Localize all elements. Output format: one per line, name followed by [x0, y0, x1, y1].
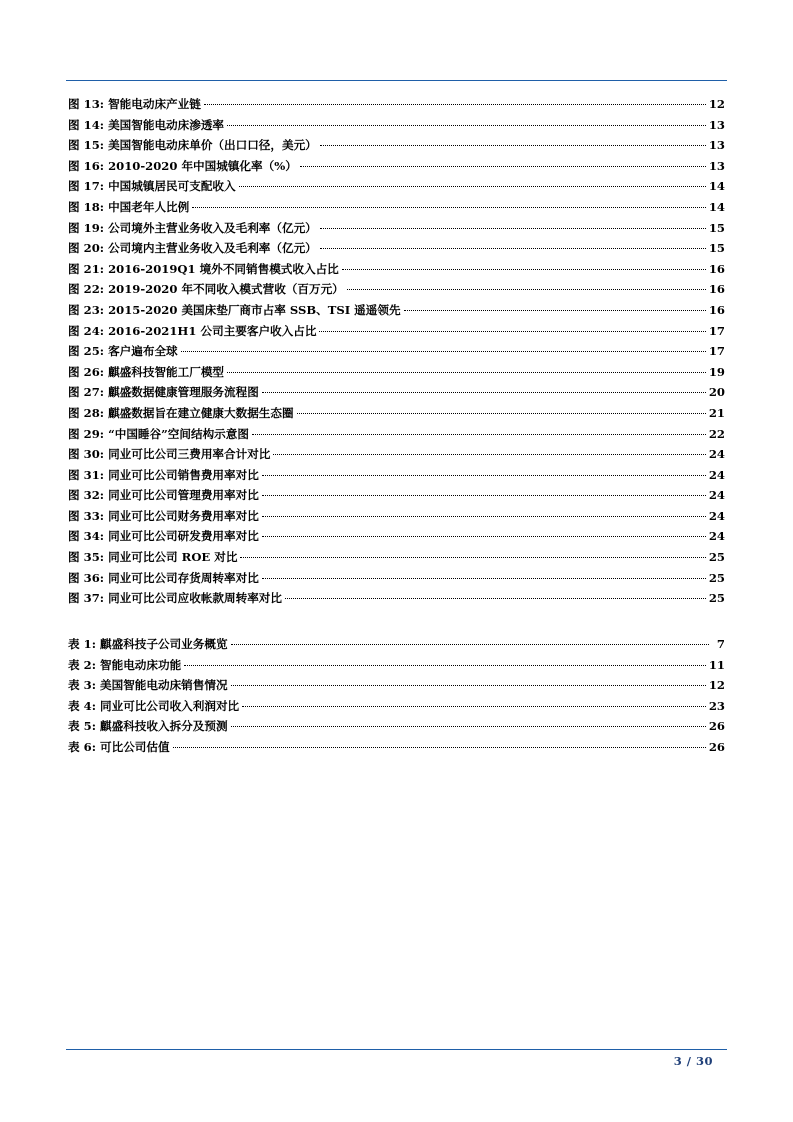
entry-page: 16: [708, 302, 725, 317]
toc-entry-table-2[interactable]: [68, 655, 725, 676]
toc-entry-figure-34[interactable]: [68, 526, 725, 547]
entry-page: 12: [708, 678, 725, 693]
leader-dots: [320, 248, 706, 249]
entry-label: 图 33: 同业可比公司财务费用率对比: [68, 508, 259, 523]
leader-dots: [262, 475, 706, 476]
leader-dots: [242, 706, 706, 707]
toc-entry-figure-19[interactable]: [68, 218, 725, 239]
toc-entry-table-5[interactable]: [68, 716, 725, 737]
entry-label: 图 15: 美国智能电动床单价（出口口径，美元）: [68, 138, 317, 153]
entry-label: 图 27: 麒盛数据健康管理服务流程图: [68, 385, 259, 400]
leader-dots: [181, 351, 706, 352]
toc-entry-figure-14[interactable]: [68, 115, 725, 136]
entry-page: 12: [708, 97, 725, 111]
entry-page: 24: [708, 447, 725, 462]
leader-dots: [347, 289, 706, 290]
leader-dots: [231, 726, 706, 727]
entry-page: 13: [708, 138, 725, 153]
leader-dots: [227, 125, 706, 126]
entry-label: 图 35: 同业可比公司 ROE 对比: [68, 550, 238, 565]
entry-label: 图 28: 麒盛数据旨在建立健康大数据生态圈: [68, 405, 294, 420]
entry-label: 表 3: 美国智能电动床销售情况: [68, 678, 228, 693]
toc-entry-figure-22[interactable]: [68, 279, 725, 300]
leader-dots: [404, 310, 706, 311]
leader-dots: [227, 372, 706, 373]
entry-page: 23: [708, 698, 725, 713]
leader-dots: [297, 413, 706, 414]
entry-label: 图 30: 同业可比公司三费用率合计对比: [68, 447, 271, 462]
entry-label: 表 2: 智能电动床功能: [68, 657, 182, 672]
entry-page: 16: [708, 282, 725, 297]
entry-page: 20: [708, 385, 725, 400]
entry-label: 图 25: 客户遍布全球: [68, 344, 178, 359]
entry-label: 图 13: 智能电动床产业链: [68, 97, 201, 111]
leader-dots: [240, 557, 705, 558]
header-rule: [66, 80, 727, 81]
leader-dots: [231, 644, 709, 645]
entry-label: 图 31: 同业可比公司销售费用率对比: [68, 467, 259, 482]
entry-label: 图 37: 同业可比公司应收帐款周转率对比: [68, 591, 282, 606]
entry-page: 17: [708, 323, 725, 338]
leader-dots: [262, 516, 706, 517]
toc-entry-figure-27[interactable]: [68, 382, 725, 403]
entry-page: 15: [708, 241, 725, 256]
entry-label: 图 20: 公司境内主营业务收入及毛利率（亿元）: [68, 241, 317, 256]
leader-dots: [252, 434, 706, 435]
leader-dots: [173, 747, 706, 748]
entry-label: 图 26: 麒盛科技智能工厂模型: [68, 364, 225, 379]
entry-page: 15: [708, 220, 725, 235]
toc-entry-table-1[interactable]: [68, 634, 725, 655]
toc-entry-figure-28[interactable]: [68, 403, 725, 424]
toc-entry-figure-13[interactable]: [68, 94, 725, 115]
leader-dots: [320, 145, 706, 146]
toc-entry-table-6[interactable]: [68, 737, 725, 758]
leader-dots: [342, 269, 706, 270]
entry-page: 25: [708, 570, 725, 585]
toc-entry-figure-37[interactable]: [68, 588, 725, 609]
entry-label: 图 14: 美国智能电动床渗透率: [68, 117, 225, 132]
entry-page: 13: [708, 117, 725, 132]
entry-page: 26: [708, 739, 725, 754]
entry-page: 24: [708, 488, 725, 503]
entry-page: 14: [708, 199, 725, 214]
leader-dots: [285, 598, 706, 599]
entry-label: 图 17: 中国城镇居民可支配收入: [68, 179, 236, 194]
entry-label: 表 1: 麒盛科技子公司业务概览: [68, 637, 228, 651]
toc-entry-figure-33[interactable]: [68, 506, 725, 527]
entry-page: 13: [708, 158, 725, 173]
leader-dots: [320, 228, 706, 229]
entry-page: 17: [708, 344, 725, 359]
entry-label: 表 5: 麒盛科技收入拆分及预测: [68, 719, 228, 734]
entry-label: 图 34: 同业可比公司研发费用率对比: [68, 529, 259, 544]
entry-page: 16: [708, 261, 725, 276]
toc-entry-table-3[interactable]: [68, 675, 725, 696]
toc-entry-table-4[interactable]: [68, 696, 725, 717]
entry-page: 19: [708, 364, 725, 379]
leader-dots: [231, 685, 706, 686]
toc-entry-figure-29[interactable]: [68, 424, 725, 445]
leader-dots: [319, 331, 705, 332]
table-list: [68, 634, 725, 758]
entry-page: 22: [708, 426, 725, 441]
leader-dots: [239, 186, 706, 187]
leader-dots: [300, 166, 706, 167]
entry-page: 7: [716, 637, 725, 651]
entry-label: 图 23: 2015-2020 美国床垫厂商市占率 SSB、TSI 遥遥领先: [68, 302, 401, 317]
page-indicator: 3 / 30: [673, 1054, 713, 1068]
toc-entry-figure-25[interactable]: [68, 341, 725, 362]
toc-entry-figure-23[interactable]: [68, 300, 725, 321]
toc-entry-figure-21[interactable]: [68, 259, 725, 280]
entry-page: 21: [708, 405, 725, 420]
leader-dots: [262, 578, 706, 579]
toc-entry-figure-32[interactable]: [68, 485, 725, 506]
toc-entry-figure-35[interactable]: [68, 547, 725, 568]
entry-label: 图 22: 2019-2020 年不同收入模式营收（百万元）: [68, 282, 344, 297]
entry-page: 24: [708, 467, 725, 482]
entry-label: 图 19: 公司境外主营业务收入及毛利率（亿元）: [68, 220, 317, 235]
toc-entry-figure-31[interactable]: [68, 465, 725, 486]
toc-entry-figure-17[interactable]: [68, 176, 725, 197]
entry-page: 24: [708, 529, 725, 544]
entry-page: 25: [708, 591, 725, 606]
leader-dots: [192, 207, 706, 208]
leader-dots: [273, 454, 705, 455]
toc-entry-figure-24[interactable]: [68, 321, 725, 342]
entry-label: 图 24: 2016-2021H1 公司主要客户收入占比: [68, 323, 317, 338]
leader-dots: [262, 536, 706, 537]
leader-dots: [262, 495, 706, 496]
entry-label: 图 36: 同业可比公司存货周转率对比: [68, 570, 259, 585]
figure-list: [68, 94, 725, 609]
leader-dots: [184, 665, 706, 666]
footer-rule: [66, 1049, 727, 1050]
entry-label: 图 16: 2010-2020 年中国城镇化率（%）: [68, 158, 297, 173]
entry-page: 11: [708, 657, 725, 672]
entry-page: 25: [708, 550, 725, 565]
entry-label: 图 21: 2016-2019Q1 境外不同销售模式收入占比: [68, 261, 339, 276]
entry-page: 26: [708, 719, 725, 734]
toc-entry-figure-26[interactable]: [68, 362, 725, 383]
entry-label: 图 32: 同业可比公司管理费用率对比: [68, 488, 259, 503]
entry-label: 表 6: 可比公司估值: [68, 739, 170, 754]
toc-entry-figure-18[interactable]: [68, 197, 725, 218]
toc-entry-figure-20[interactable]: [68, 238, 725, 259]
entry-page: 14: [708, 179, 725, 194]
toc-entry-figure-15[interactable]: [68, 135, 725, 156]
entry-label: 表 4: 同业可比公司收入利润对比: [68, 698, 240, 713]
entry-page: 24: [708, 508, 725, 523]
leader-dots: [204, 104, 706, 105]
toc-entry-figure-16[interactable]: [68, 156, 725, 177]
entry-label: 图 29: “中国睡谷”空间结构示意图: [68, 426, 249, 441]
entry-label: 图 18: 中国老年人比例: [68, 199, 190, 214]
toc-entry-figure-36[interactable]: [68, 568, 725, 589]
leader-dots: [262, 392, 706, 393]
toc-entry-figure-30[interactable]: [68, 444, 725, 465]
